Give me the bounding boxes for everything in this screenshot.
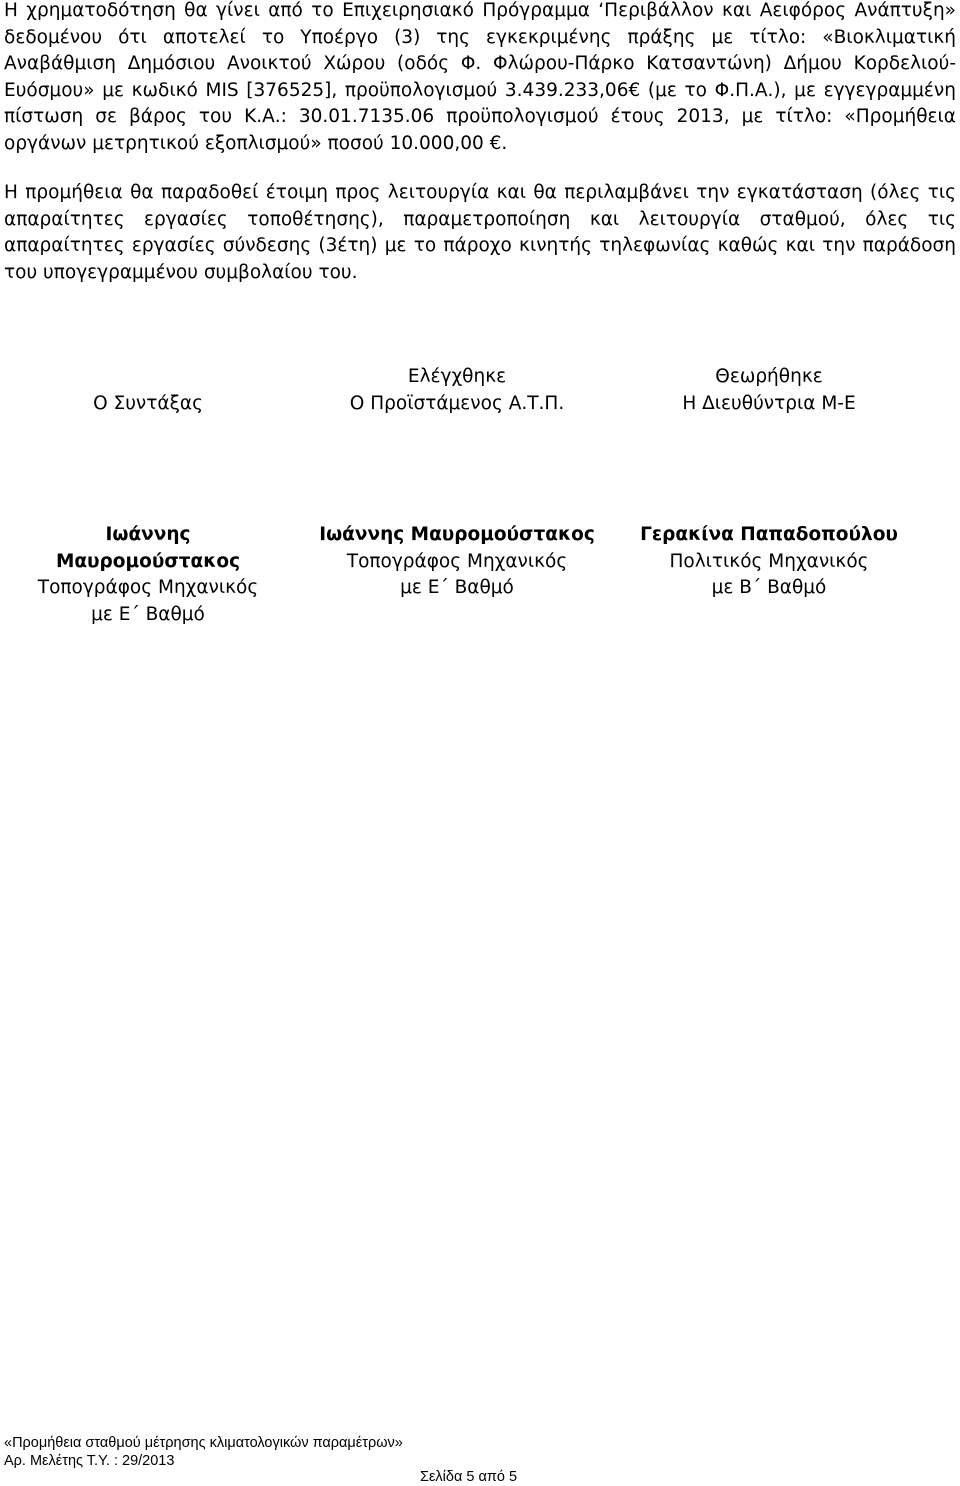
- director-status: Θεωρήθηκε: [715, 366, 823, 387]
- author-name-first: Ιωάννης: [105, 524, 191, 545]
- delivery-paragraph: Η προμήθεια θα παραδοθεί έτοιμη προς λειτουργία και θα περιλαμβάνει την εγκατάσταση (όλες τις απαραίτητες εργασίες τοποθέτησης), παραμετροποίηση και λειτουργία σταθμού, όλες τις απαραίτητες εργασίες σύνδεσης (3έτη) με το πάροχο κινητής τηλεφωνίας καθώς και την παράδοση του υπογεγραμμένου συμβολαίου του.: [4, 182, 956, 283]
- signature-header-supervisor: [298, 364, 616, 417]
- signature-block-author: [28, 522, 268, 628]
- footer-study-number: Αρ. Μελέτης Τ.Υ. : 29/2013: [4, 1453, 175, 1469]
- supervisor-status: Ελέγχθηκε: [407, 366, 507, 387]
- supervisor-grade: με Ε΄ Βαθμό: [400, 577, 514, 598]
- signature-header-author: [28, 364, 268, 417]
- author-title: Τοπογράφος Μηχανικός: [37, 577, 259, 598]
- signature-block-director: [628, 522, 910, 602]
- footer-page-number: Σελίδα 5 από 5: [420, 1469, 518, 1485]
- author-name-last: Μαυρομούστακος: [55, 550, 241, 572]
- author-status: [28, 364, 268, 391]
- director-grade: με Β΄ Βαθμό: [711, 577, 827, 598]
- signature-block-supervisor: [298, 522, 616, 602]
- supervisor-name: Ιωάννης Μαυρομούστακος: [319, 524, 595, 545]
- signature-header-director: [628, 364, 910, 417]
- author-role: Ο Συντάξας: [93, 392, 203, 414]
- author-grade: με Ε΄ Βαθμό: [91, 603, 205, 625]
- director-name: Γερακίνα Παπαδοπούλου: [640, 524, 898, 545]
- supervisor-role: Ο Προϊστάμενος Α.Τ.Π.: [349, 392, 565, 414]
- footer-project-title: «Προμήθεια σταθμού μέτρησης κλιματολογικών παραμέτρων»: [4, 1435, 403, 1451]
- supervisor-title: Τοπογράφος Μηχανικός: [346, 550, 568, 572]
- director-title: Πολιτικός Μηχανικός: [669, 550, 869, 572]
- funding-paragraph: Η χρηματοδότηση θα γίνει από το Επιχειρησιακό Πρόγραμμα ‘Περιβάλλον και Αειφόρος Ανάπτυξη» δεδομένου ότι αποτελεί το Υποέργο (3) της εγκεκριμένης πράξης με τίτλο: «Βιοκλιματική Αναβάθμιση Δημόσιου Ανοικτού Χώρου (οδός Φ. Φλώρου-Πάρκο Κατσαντώνη) Δήμου Κορδελιού-Ευόσμου» με κωδικό MIS [376525], προϋπολογισμού 3.439.233,06€ (με το Φ.Π.Α.), με εγγεγραμμένη πίστωση σε βάρος του Κ.Α.: 30.01.7135.06 προϋπολογισμού έτους 2013, με τίτλο: «Προμήθεια οργάνων μετρητικού εξοπλισμού» ποσού 10.000,00 €.: [4, 0, 956, 154]
- director-role: Η Διευθύντρια Μ-Ε: [682, 392, 856, 414]
